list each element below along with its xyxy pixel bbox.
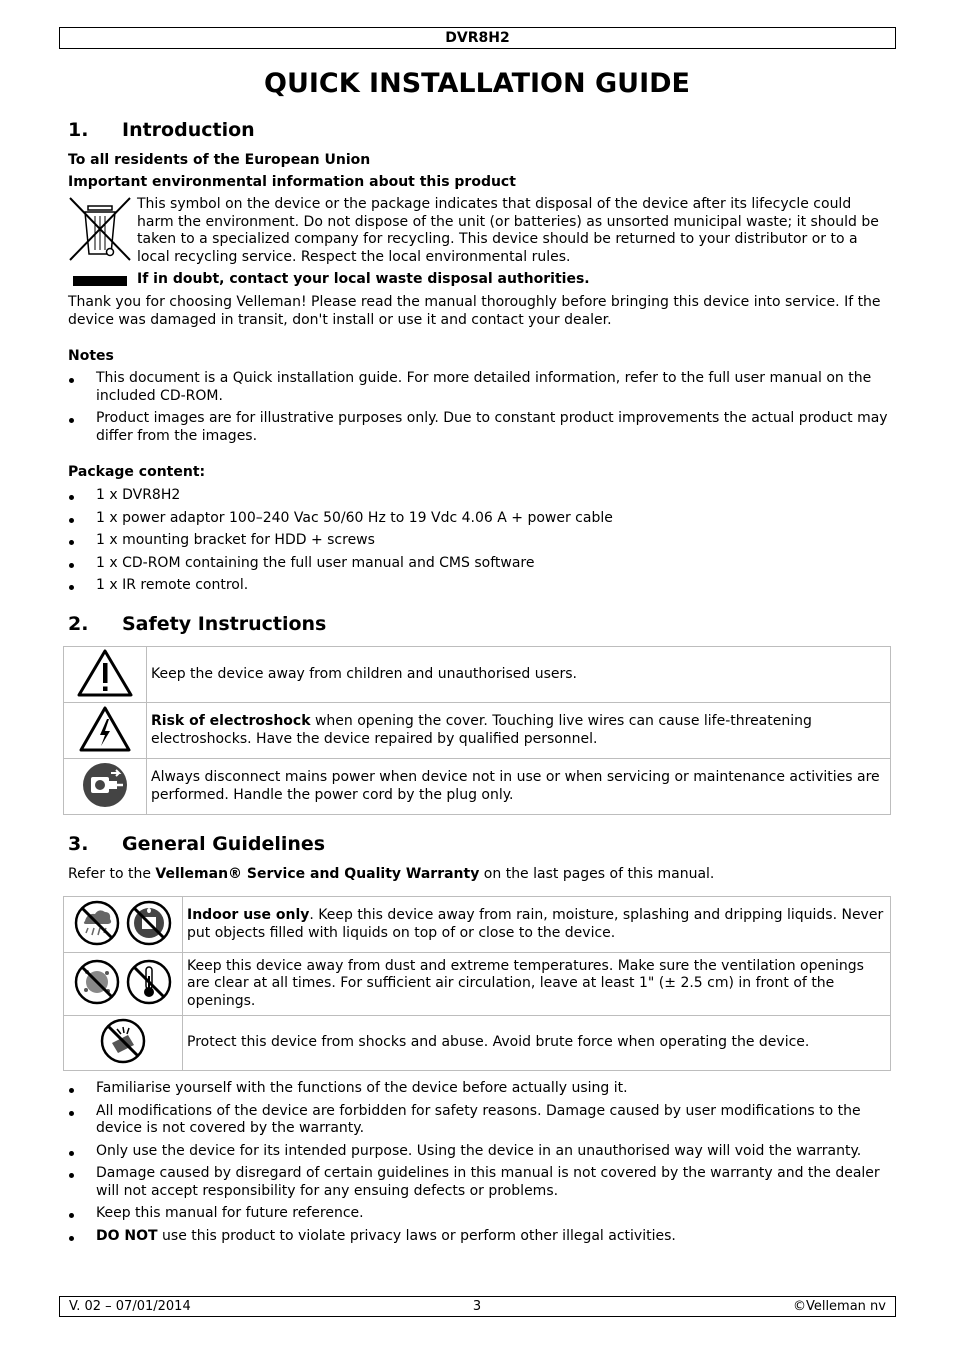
reference-text: Refer to the [68, 866, 156, 882]
notes-list [68, 370, 890, 445]
section-title: Introduction [122, 119, 255, 141]
list-item: Only use the device for its intended purpose. Using the device in an unauthorised way will void the warranty. [68, 1143, 890, 1161]
list-item-rest: use this product to violate privacy laws or perform other illegal activities. [157, 1227, 676, 1244]
warning-icon [76, 648, 134, 698]
notes-heading: Notes [68, 348, 114, 364]
reference-bold: Velleman® Service and Quality Warranty [155, 866, 480, 882]
table-row [64, 703, 891, 759]
list-item: Damage caused by disregard of certain guidelines in this manual is not covered by the warranty and the dealer will not accept responsibility for any ensuing defects or problems. [68, 1165, 890, 1200]
no-liquid-icon [125, 899, 173, 947]
weee-text: This symbol on the device or the package indicates that disposal of the device after its lifecycle could harm the environment. Do not dispose of the unit (or batteries) as unsorted municipal waste; it should be taken to a specialized company for recycling. This device should be returned to your distributor or to a local recycling service. Respect the local environmental rules. [137, 196, 879, 265]
guideline-text: Keep this device away from dust and extreme temperatures. Make sure the ventilation openings are clear at all times. For sufficient air circulation, leave at least 1" (± 2.5 cm) in front of the openings. [183, 953, 891, 1016]
unplug-icon [81, 761, 129, 809]
guidelines-list [68, 1080, 890, 1245]
list-item: 1 x mounting bracket for HDD + screws [68, 532, 890, 550]
safety-text: Always disconnect mains power when device not in use or when servicing or maintenance activities are performed. Handle the power cord by the plug only. [147, 759, 891, 815]
package-list [68, 487, 890, 595]
section-number: 3. [68, 833, 89, 855]
emphasis: Risk of electroshock [151, 713, 311, 729]
list-item [68, 1228, 890, 1246]
no-shock-icon [99, 1017, 147, 1065]
table-row [64, 897, 891, 953]
list-item: 1 x CD-ROM containing the full user manual and CMS software [68, 555, 890, 573]
doubt-text: If in doubt, contact your local waste disposal authorities. [137, 271, 590, 287]
high-voltage-icon [78, 705, 132, 753]
footer-copyright: ©Velleman nv [792, 1299, 886, 1314]
emphasis: Indoor use only [187, 907, 310, 923]
section-number: 1. [68, 119, 89, 141]
eu-heading: To all residents of the European Union [68, 152, 371, 168]
list-item: Keep this manual for future reference. [68, 1205, 890, 1223]
warranty-reference [68, 866, 888, 884]
section-title: General Guidelines [122, 833, 326, 855]
section-title: Safety Instructions [122, 613, 327, 635]
list-item: Product images are for illustrative purposes only. Due to constant product improvements the actual product may differ from the images. [68, 410, 890, 445]
safety-text-rest: when opening the cover. Touching live wires can cause life-threatening electroshocks. Have the device repaired by qualified personnel. [151, 713, 812, 747]
crossed-bin-icon [68, 196, 132, 262]
section-heading-guidelines [68, 832, 325, 856]
safety-table [63, 646, 891, 815]
section-heading-safety [68, 612, 326, 636]
safety-text [147, 703, 891, 759]
guidelines-table [63, 896, 891, 1071]
page-title: QUICK INSTALLATION GUIDE [264, 68, 690, 99]
emphasis: DO NOT [96, 1227, 158, 1244]
guideline-text: Protect this device from shocks and abuse. Avoid brute force when operating the device. [183, 1016, 891, 1071]
list-item: This document is a Quick installation guide. For more detailed information, refer to the full user manual on the included CD-ROM. [68, 370, 890, 405]
footer-version: V. 02 – 07/01/2014 [69, 1299, 191, 1314]
section-heading-introduction [68, 118, 255, 142]
no-rain-icon [73, 899, 121, 947]
thanks-paragraph: Thank you for choosing Velleman! Please read the manual thoroughly before bringing this device into service. If the device was damaged in transit, don't install or use it and contact your dealer. [68, 294, 881, 328]
list-item: Familiarise yourself with the functions of the device before actually using it. [68, 1080, 890, 1098]
guideline-text-rest: . Keep this device away from rain, moisture, splashing and dripping liquids. Never put objects filled with liquids on top of or close to the device. [187, 907, 884, 941]
table-row [64, 953, 891, 1016]
table-row [64, 1016, 891, 1071]
list-item: All modifications of the device are forbidden for safety reasons. Damage caused by user modifications to the device is not covered by the warranty. [68, 1103, 890, 1138]
list-item: 1 x DVR8H2 [68, 487, 890, 505]
footer [59, 1296, 896, 1317]
guideline-text [183, 897, 891, 953]
header-model: DVR8H2 [59, 27, 896, 49]
list-item: 1 x power adaptor 100–240 Vac 50/60 Hz to 19 Vdc 4.06 A + power cable [68, 510, 890, 528]
table-row [64, 647, 891, 703]
list-item: 1 x IR remote control. [68, 577, 890, 595]
reference-text: on the last pages of this manual. [479, 866, 715, 882]
env-heading: Important environmental information about this product [68, 174, 516, 190]
section-number: 2. [68, 613, 89, 635]
safety-text: Keep the device away from children and unauthorised users. [147, 647, 891, 703]
no-dust-icon [73, 958, 121, 1006]
thermometer-icon [125, 958, 173, 1006]
package-heading: Package content: [68, 464, 206, 480]
table-row [64, 759, 891, 815]
footer-page-number: 3 [472, 1299, 482, 1314]
black-bar-symbol [73, 276, 127, 286]
